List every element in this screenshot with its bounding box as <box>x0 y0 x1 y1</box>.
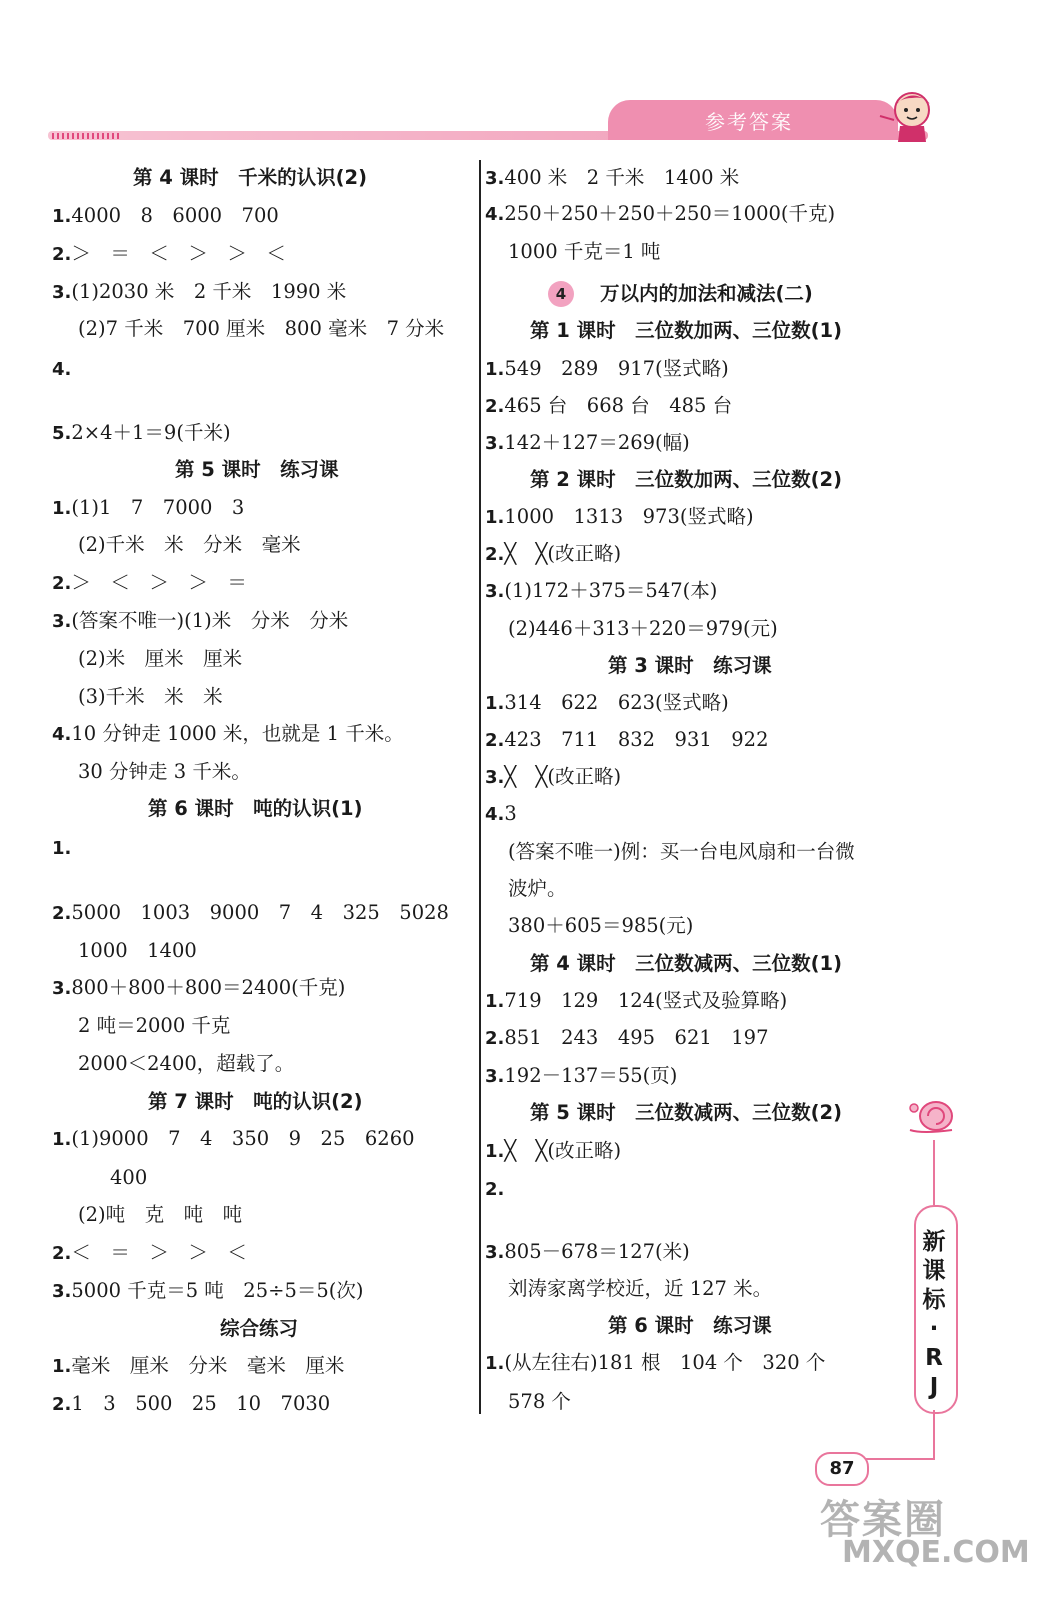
question-number: 1. <box>52 838 72 859</box>
question-number: 4. <box>52 724 72 745</box>
lesson-heading: 第 4 课时 三位数减两、三位数(1) <box>530 952 843 975</box>
answer-line <box>485 1240 690 1265</box>
question-number: 1. <box>485 507 505 528</box>
answer-line <box>485 691 729 716</box>
side-connector-top <box>933 1140 935 1205</box>
answer-text: 10 分钟走 1000 米，也就是 1 千米。 <box>71 722 404 745</box>
side-label-text <box>914 1228 954 1402</box>
answer-text: 800＋800＋800＝2400(千克) <box>71 976 346 999</box>
header-title: 参考答案 <box>705 110 793 134</box>
answer-line <box>508 914 693 938</box>
question-number: 3. <box>485 767 505 788</box>
answer-line <box>508 877 567 901</box>
answer-text: 851 243 495 621 197 <box>504 1026 769 1049</box>
answer-line <box>485 394 732 419</box>
answer-text: 毫米 厘米 分米 毫米 厘米 <box>71 1354 345 1377</box>
answer-text: 1000 1400 <box>78 939 197 962</box>
answer-text: (3)千米 米 米 <box>78 685 223 708</box>
answer-line <box>52 280 346 305</box>
question-number: 3. <box>485 581 505 602</box>
question-number: 1. <box>52 1356 72 1377</box>
lesson-heading: 第 7 课时 吨的认识(2) <box>148 1090 363 1113</box>
question-number: 1. <box>52 206 72 227</box>
answer-line <box>485 989 787 1014</box>
answer-line <box>78 647 242 671</box>
question-number: 1. <box>52 498 72 519</box>
answer-text: (2)米 厘米 厘米 <box>78 647 243 670</box>
answer-line <box>485 357 729 382</box>
question-number: 2. <box>52 1394 72 1415</box>
answer-text: ＜ ＝ ＞ ＞ ＜ <box>71 1241 247 1264</box>
question-number: 3. <box>485 168 505 189</box>
answer-line <box>485 542 621 567</box>
answer-text: 142＋127＝269(幅) <box>504 431 690 454</box>
answer-text: (2)446＋313＋220＝979(元) <box>508 617 778 640</box>
answer-line <box>52 204 279 229</box>
answer-text: ＞ ＜ ＞ ＞ ＝ <box>71 571 247 594</box>
answer-text: ╳ ╳(改正略) <box>504 765 622 788</box>
answer-line <box>110 1166 147 1190</box>
question-number: 3. <box>485 433 505 454</box>
answer-text: 1000 千克＝1 吨 <box>508 240 661 263</box>
answer-line <box>52 836 71 861</box>
watermark-main: 答案圈 <box>820 1497 946 1543</box>
answer-line <box>508 1390 571 1414</box>
side-label-char: 课 <box>922 1258 946 1284</box>
cartoon-girl-icon <box>870 86 950 146</box>
lesson-heading: 第 5 课时 练习课 <box>175 458 339 481</box>
answer-text: 1000 1313 973(竖式略) <box>504 505 754 528</box>
answer-line <box>485 579 717 604</box>
answer-line <box>52 722 404 747</box>
lesson-heading: 综合练习 <box>220 1317 299 1340</box>
answer-line <box>485 802 517 827</box>
answer-text: (2)千米 米 分米 毫米 <box>78 533 301 556</box>
answer-text: (答案不唯一)(1)米 分米 分米 <box>71 609 349 632</box>
page-number: 87 <box>815 1452 869 1486</box>
question-number: 4. <box>52 359 72 380</box>
answer-text: 380＋605＝985(元) <box>508 914 694 937</box>
question-number: 1. <box>52 1129 72 1150</box>
answer-text: ＞ ＝ ＜ ＞ ＞ ＜ <box>71 242 286 265</box>
answer-line <box>485 1026 768 1051</box>
answer-text: 波炉。 <box>508 877 567 900</box>
answer-text: (从左往右)181 根 104 个 320 个 <box>504 1351 826 1374</box>
answer-line <box>485 728 768 753</box>
question-number: 3. <box>485 1242 505 1263</box>
answer-text: 192－137＝55(页) <box>504 1064 678 1087</box>
column-divider <box>479 160 481 1414</box>
answer-text: (1)1 7 7000 3 <box>71 496 245 519</box>
answer-line <box>52 421 231 446</box>
answer-text: 2×4＋1＝9(千米) <box>71 421 231 444</box>
answer-text: (2)7 千米 700 厘米 800 毫米 7 分米 <box>78 317 445 340</box>
side-label-char: · <box>929 1316 939 1342</box>
answer-text: 5000 1003 9000 7 4 325 5028 <box>71 901 449 924</box>
lesson-heading: 第 2 课时 三位数加两、三位数(2) <box>530 468 843 491</box>
answer-line <box>52 1354 344 1379</box>
lesson-heading: 第 6 课时 练习课 <box>608 1314 772 1337</box>
lesson-heading: 第 3 课时 练习课 <box>608 654 772 677</box>
answer-line <box>52 609 348 634</box>
question-number: 2. <box>485 1028 505 1049</box>
question-number: 3. <box>485 1066 505 1087</box>
answer-text: 5000 千克＝5 吨 25÷5＝5(次) <box>71 1279 364 1302</box>
answer-text: 465 台 668 台 485 台 <box>504 394 733 417</box>
side-label-char: R <box>925 1345 943 1371</box>
chapter-title: 万以内的加法和减法(二) <box>600 282 813 305</box>
question-number: 2. <box>485 730 505 751</box>
answer-text: 805－678＝127(米) <box>504 1240 690 1263</box>
answer-text: 423 711 832 931 922 <box>504 728 769 751</box>
header-ticks <box>52 133 122 139</box>
answer-text: 400 米 2 千米 1400 米 <box>504 166 740 189</box>
answer-text: 549 289 917(竖式略) <box>504 357 729 380</box>
answer-line <box>485 1064 677 1089</box>
side-label-char: 新 <box>922 1229 946 1255</box>
answer-text: (1)172＋375＝547(本) <box>504 579 718 602</box>
answer-line <box>52 357 71 382</box>
answer-line <box>78 1014 230 1038</box>
question-number: 1. <box>485 693 505 714</box>
answer-line <box>52 1241 247 1266</box>
answer-line <box>52 1392 330 1417</box>
answer-line <box>78 939 197 963</box>
answer-line <box>78 317 444 341</box>
answer-text: 30 分钟走 3 千米。 <box>78 760 251 783</box>
answer-line <box>78 1052 294 1076</box>
question-number: 2. <box>485 396 505 417</box>
answer-text: (答案不唯一)例：买一台电风扇和一台微 <box>508 840 855 863</box>
question-number: 2. <box>52 1243 72 1264</box>
answer-line <box>508 617 778 641</box>
answer-line <box>52 901 449 926</box>
answer-text: ╳ ╳(改正略) <box>504 542 622 565</box>
answer-line <box>78 533 301 557</box>
question-number: 1. <box>485 359 505 380</box>
answer-text: 250＋250＋250＋250＝1000(千克) <box>504 202 836 225</box>
answer-line <box>485 765 621 790</box>
question-number: 2. <box>52 244 72 265</box>
answer-line <box>52 1127 415 1152</box>
watermark-sub: MXQE.COM <box>842 1535 1030 1570</box>
answer-line <box>485 166 739 191</box>
answer-line <box>508 1277 772 1301</box>
answer-text: (1)9000 7 4 350 9 25 6260 <box>71 1127 415 1150</box>
question-number: 4. <box>485 804 505 825</box>
answer-text: 2 吨＝2000 千克 <box>78 1014 231 1037</box>
answer-line <box>508 840 855 864</box>
answer-line <box>485 1139 621 1164</box>
answer-text: 578 个 <box>508 1390 571 1413</box>
question-number: 3. <box>52 611 72 632</box>
question-number: 1. <box>485 991 505 1012</box>
question-number: 2. <box>485 544 505 565</box>
question-number: 3. <box>52 978 72 999</box>
answer-text: (2)吨 克 吨 吨 <box>78 1203 243 1226</box>
chapter-badge: 4 <box>548 281 574 307</box>
answer-line <box>78 760 251 784</box>
lesson-heading: 第 1 课时 三位数加两、三位数(1) <box>530 319 843 342</box>
answer-text: 400 <box>110 1166 148 1189</box>
answer-line <box>485 505 754 530</box>
question-number: 2. <box>485 1179 505 1200</box>
answer-line <box>485 202 835 227</box>
answer-line <box>78 685 223 709</box>
answer-line <box>52 571 247 596</box>
lesson-heading: 第 5 课时 三位数减两、三位数(2) <box>530 1101 843 1124</box>
answer-line <box>78 1203 242 1227</box>
side-label-char: 标 <box>922 1287 946 1313</box>
answer-text: ╳ ╳(改正略) <box>504 1139 622 1162</box>
side-label-char: J <box>929 1374 939 1400</box>
answer-line <box>485 431 690 456</box>
side-connector-bottom <box>933 1410 935 1460</box>
answer-text: 719 129 124(竖式及验算略) <box>504 989 788 1012</box>
answer-line <box>485 1177 504 1202</box>
answer-line <box>52 976 345 1001</box>
question-number: 3. <box>52 282 72 303</box>
answer-line <box>52 242 286 267</box>
answer-text: 4000 8 6000 700 <box>71 204 279 227</box>
answer-text: (1)2030 米 2 千米 1990 米 <box>71 280 347 303</box>
answer-line <box>485 1351 825 1376</box>
answer-text: 3 <box>504 802 517 825</box>
lesson-heading: 第 6 课时 吨的认识(1) <box>148 797 363 820</box>
question-number: 4. <box>485 204 505 225</box>
answer-line <box>508 240 660 264</box>
question-number: 1. <box>485 1141 505 1162</box>
answer-text: 2000＜2400，超载了。 <box>78 1052 295 1075</box>
answer-text: 1 3 500 25 10 7030 <box>71 1392 331 1415</box>
snail-icon <box>902 1090 962 1140</box>
question-number: 5. <box>52 423 72 444</box>
side-connector-horizontal <box>860 1458 935 1460</box>
answer-text: 314 622 623(竖式略) <box>504 691 729 714</box>
question-number: 3. <box>52 1281 72 1302</box>
question-number: 2. <box>52 573 72 594</box>
answer-line <box>52 496 244 521</box>
answer-text: 刘涛家离学校近，近 127 米。 <box>508 1277 773 1300</box>
question-number: 1. <box>485 1353 505 1374</box>
lesson-heading: 第 4 课时 千米的认识(2) <box>133 166 368 189</box>
question-number: 2. <box>52 903 72 924</box>
answer-line <box>52 1279 364 1304</box>
